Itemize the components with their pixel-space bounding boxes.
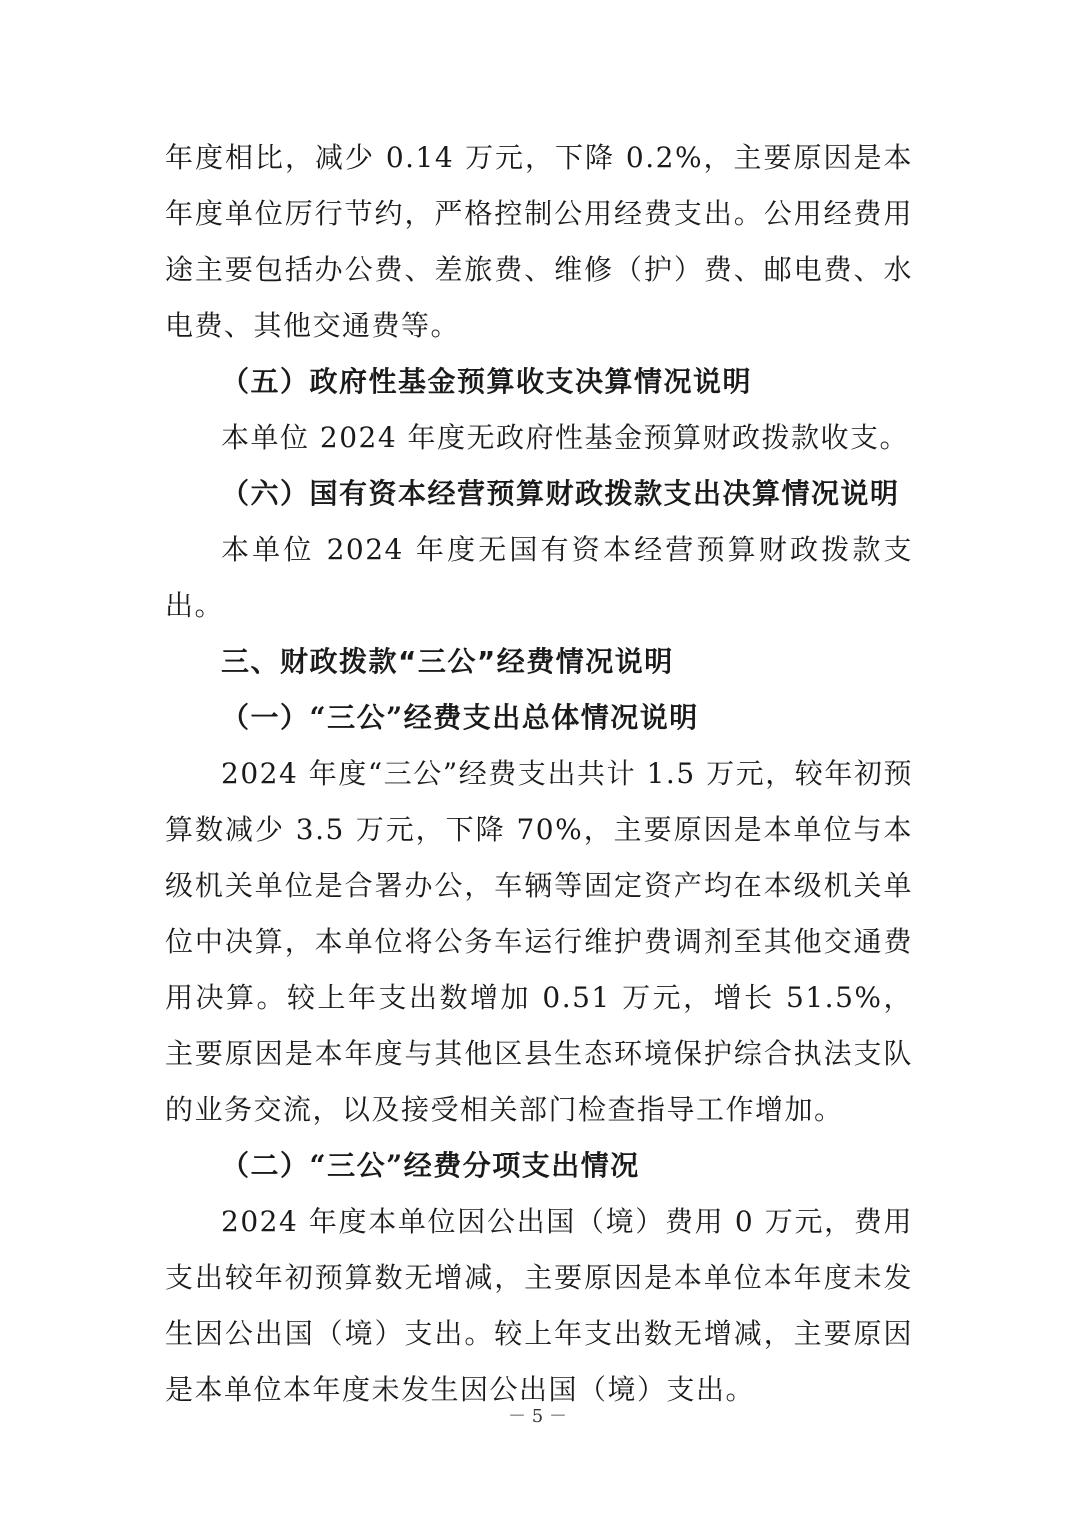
paragraph-public-expense-summary: 年度相比，减少 0.14 万元，下降 0.2%，主要原因是本年度单位厉行节约，严格控制公用经费支出。公用经费用途主要包括办公费、差旅费、维修（护）费、邮电费、水电费、其他交通费等。 <box>165 141 913 342</box>
paragraph-three-public-overall: 2024 年度“三公”经费支出共计 1.5 万元，较年初预算数减少 3.5 万元，下降 70%，主要原因是本单位与本级机关单位是合署办公，车辆等固定资产均在本级机关单位中决算，本单位将公务车运行维护费调剂至其他交通费用决算。较上年支出数增加 0.51 万元，增长 51.5%，主要原因是本年度与其他区县生态环境保护综合执法支队的业务交流，以及接受相关部门检查指导工作增加。 <box>165 757 913 1126</box>
paragraph-overseas-travel-expense: 2024 年度本单位因公出国（境）费用 0 万元，费用支出较年初预算数无增减，主要原因是本单位本年度未发生因公出国（境）支出。较上年支出数无增减，主要原因是本单位本年度未发生因公出国（境）支出。 <box>165 1205 913 1406</box>
paragraph-state-capital: 本单位 2024 年度无国有资本经营预算财政拨款支出。 <box>165 533 913 622</box>
page-number: － 5 － <box>508 1406 567 1427</box>
section-heading-three-public-overall: （一）“三公”经费支出总体情况说明 <box>221 701 699 734</box>
section-heading-state-capital: （六）国有资本经营预算财政拨款支出决算情况说明 <box>221 477 900 510</box>
document-body <box>165 130 913 1418</box>
section-heading-three-public-itemized: （二）“三公”经费分项支出情况 <box>221 1149 640 1182</box>
paragraph-government-fund: 本单位 2024 年度无政府性基金预算财政拨款收支。 <box>221 421 910 454</box>
chapter-heading-three-public-expenses: 三、财政拨款“三公”经费情况说明 <box>221 645 674 678</box>
section-heading-government-fund: （五）政府性基金预算收支决算情况说明 <box>221 365 753 398</box>
